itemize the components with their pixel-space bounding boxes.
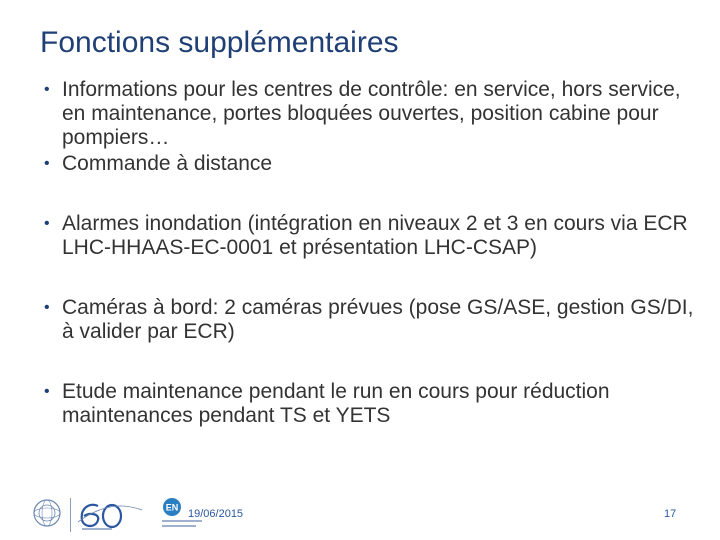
bullet-text: Commande à distance — [62, 152, 273, 175]
bullet-icon: • — [44, 383, 50, 400]
cern-logo-icon — [32, 498, 62, 528]
bullet-item — [44, 380, 704, 428]
cern-60-years-logo-icon — [76, 496, 146, 532]
bullet-text: Etude maintenance pendant le run en cours pour réduction maintenances pendant TS et YETS — [62, 380, 610, 427]
slide-title: Fonctions supplémentaires — [40, 26, 399, 59]
bullet-icon: • — [44, 215, 50, 232]
svg-text:EN: EN — [165, 502, 179, 513]
page-number: 17 — [664, 508, 677, 520]
bullet-text: Caméras à bord: 2 caméras prévues (pose GS/ASE, gestion GS/DI, à valider par ECR) — [62, 296, 694, 343]
bullet-item — [44, 152, 704, 176]
bullet-icon: • — [44, 155, 50, 172]
bullet-text: Informations pour les centres de contrôle: en service, hors service, en maintenance, portes bloquées ouvertes, position cabine pour pompiers… — [62, 78, 681, 149]
bullet-item — [44, 212, 704, 260]
bullet-icon: • — [44, 81, 50, 98]
bullet-text: Alarmes inondation (intégration en niveaux 2 et 3 en cours via ECR LHC-HHAAS-EC-0001 et présentation LHC-CSAP) — [62, 212, 688, 259]
footer-date: 19/06/2015 — [188, 508, 244, 520]
bullet-list — [44, 78, 704, 428]
bullet-item — [44, 78, 704, 150]
logo-divider — [70, 498, 71, 532]
bullet-icon: • — [44, 299, 50, 316]
bullet-item — [44, 296, 704, 344]
